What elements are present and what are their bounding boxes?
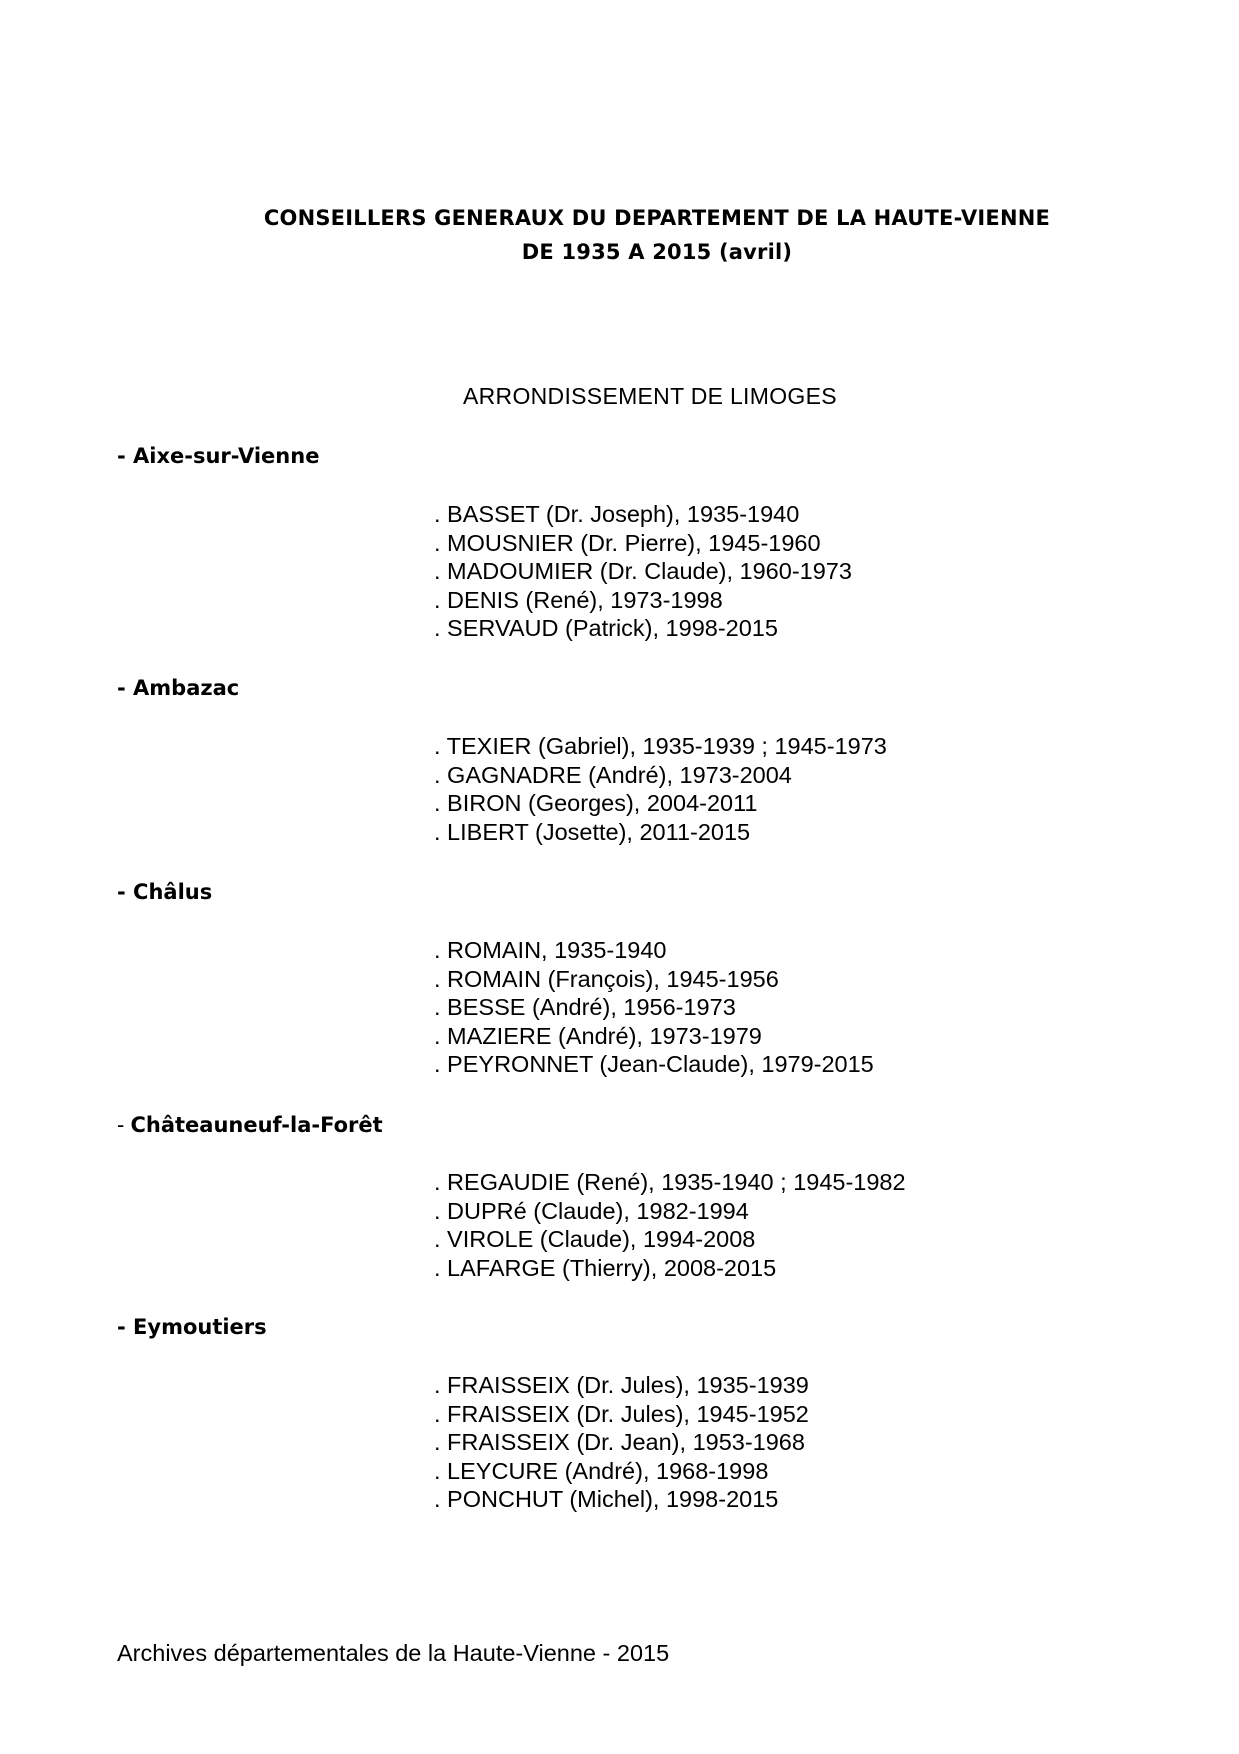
canton-members-aixe-sur-vienne (434, 500, 852, 643)
member-entry: . VIROLE (Claude), 1994-2008 (434, 1226, 756, 1252)
member-entry: . MADOUMIER (Dr. Claude), 1960-1973 (434, 558, 852, 584)
member-entry: . ROMAIN, 1935-1940 (434, 937, 667, 963)
arrondissement-heading: ARRONDISSEMENT DE LIMOGES (463, 383, 837, 409)
document-title-line-1: CONSEILLERS GENERAUX DU DEPARTEMENT DE LA HAUTE-VIENNE (263, 206, 1051, 230)
canton-members-chalus (434, 936, 874, 1079)
member-entry: . SERVAUD (Patrick), 1998-2015 (434, 615, 778, 641)
member-entry: . PEYRONNET (Jean-Claude), 1979-2015 (434, 1051, 874, 1077)
member-entry: . LIBERT (Josette), 2011-2015 (434, 818, 751, 845)
canton-heading-chalus (117, 880, 212, 905)
member-entry: . FRAISSEIX (Dr. Jules), 1935-1939 (434, 1372, 809, 1398)
canton-members-ambazac (434, 732, 887, 846)
member-entry: . BASSET (Dr. Joseph), 1935-1940 (434, 501, 800, 527)
member-entry: . ROMAIN (François), 1945-1956 (434, 965, 779, 992)
canton-members-eymoutiers (434, 1371, 809, 1514)
member-entry: . GAGNADRE (André), 1973-2004 (434, 761, 792, 788)
member-entry: . DENIS (René), 1973-1998 (434, 586, 723, 613)
canton-name: Châlus (133, 880, 213, 904)
canton-dash: - (117, 880, 134, 904)
member-entry: . BIRON (Georges), 2004-2011 (434, 790, 758, 816)
canton-dash: - (117, 676, 134, 700)
canton-dash: - (117, 1315, 134, 1339)
canton-name: Châteauneuf-la-Forêt (130, 1113, 383, 1137)
canton-dash: - (117, 444, 134, 468)
member-entry: . MAZIERE (André), 1973-1979 (434, 1022, 762, 1049)
canton-heading-aixe-sur-vienne (117, 444, 319, 469)
member-entry: . LAFARGE (Thierry), 2008-2015 (434, 1254, 777, 1281)
member-entry: . BESSE (André), 1956-1973 (434, 994, 736, 1020)
member-entry: . REGAUDIE (René), 1935-1940 ; 1945-1982 (434, 1169, 906, 1195)
page-footer: Archives départementales de la Haute-Vienne - 2015 (117, 1640, 670, 1666)
member-entry: . FRAISSEIX (Dr. Jules), 1945-1952 (434, 1400, 809, 1427)
canton-dash: - (117, 1112, 131, 1137)
canton-name: Eymoutiers (133, 1315, 267, 1339)
member-entry: . FRAISSEIX (Dr. Jean), 1953-1968 (434, 1429, 805, 1455)
member-entry: . LEYCURE (André), 1968-1998 (434, 1457, 769, 1484)
canton-members-chateauneuf-la-foret (434, 1168, 906, 1282)
member-entry: . TEXIER (Gabriel), 1935-1939 ; 1945-1973 (434, 733, 887, 759)
document-title-line-2: DE 1935 A 2015 (avril) (521, 240, 793, 264)
canton-heading-eymoutiers (117, 1315, 267, 1340)
member-entry: . MOUSNIER (Dr. Pierre), 1945-1960 (434, 529, 821, 556)
canton-heading-chateauneuf-la-foret (117, 1112, 383, 1138)
canton-heading-ambazac (117, 676, 239, 701)
canton-name: Ambazac (133, 676, 240, 700)
canton-name: Aixe-sur-Vienne (133, 444, 320, 468)
member-entry: . PONCHUT (Michel), 1998-2015 (434, 1486, 779, 1512)
member-entry: . DUPRé (Claude), 1982-1994 (434, 1197, 749, 1224)
